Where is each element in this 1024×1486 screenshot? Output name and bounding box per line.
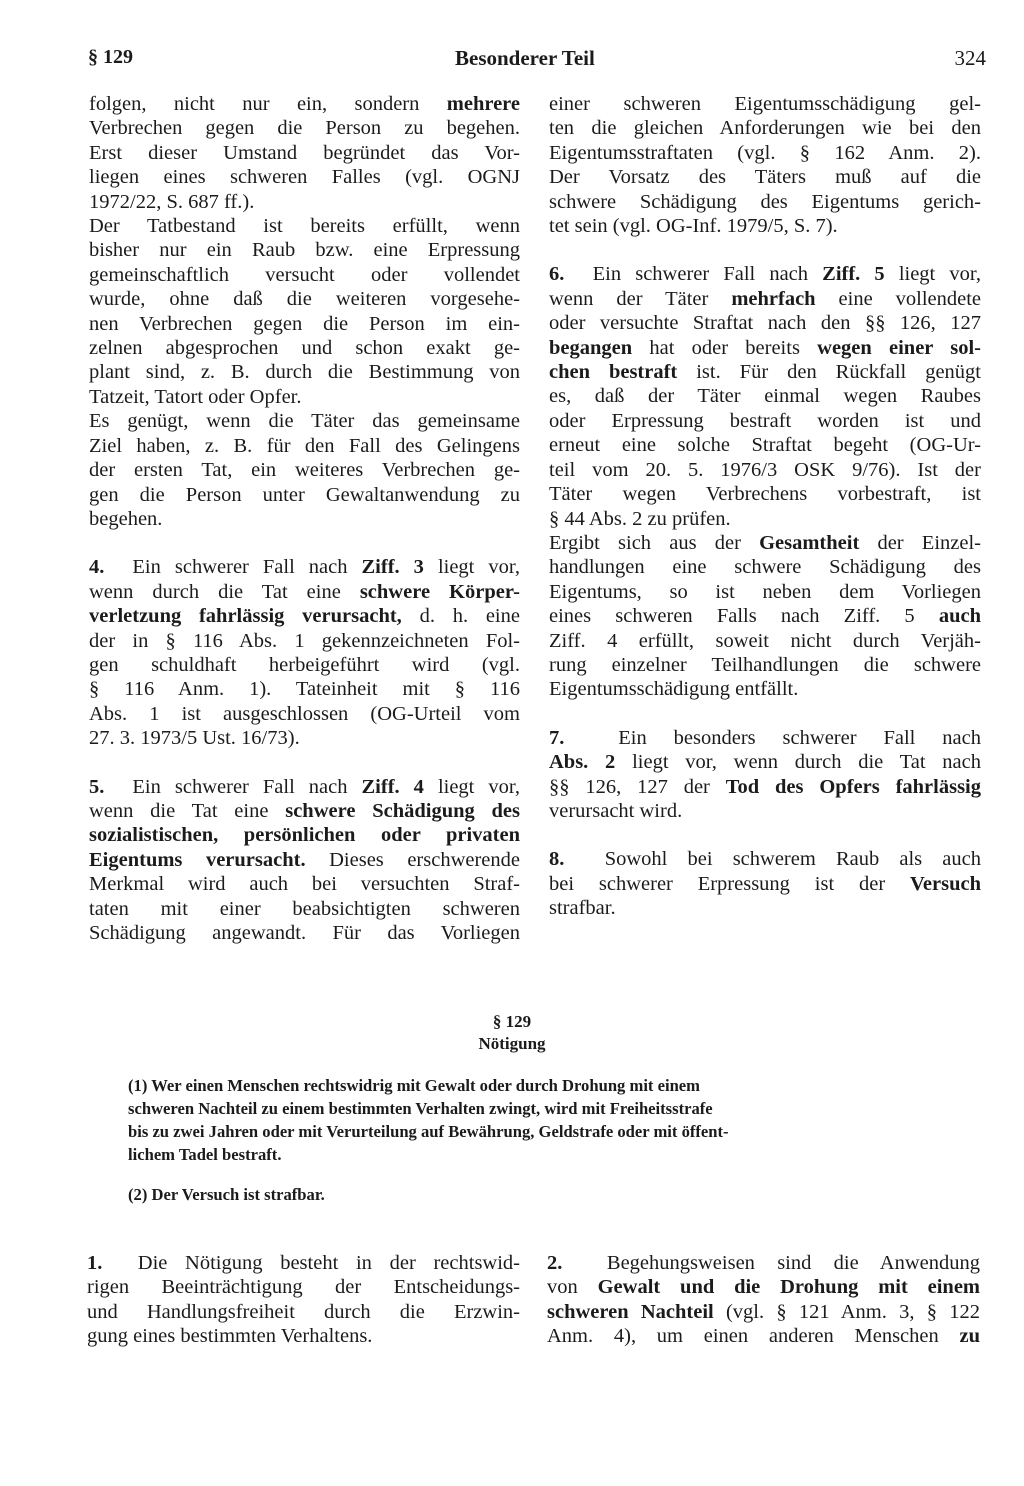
text-line: Erst dieser Umstand begründet das Vor- bbox=[89, 141, 520, 164]
text-line: der ersten Tat, ein weiteres Verbrechen ge- bbox=[89, 459, 520, 482]
statute-line: (2) Der Versuch ist strafbar. bbox=[128, 1185, 325, 1204]
text-line: begangen hat oder bereits wegen einer sol- bbox=[549, 336, 981, 359]
statute-line: (1) Wer einen Menschen rechtswidrig mit Gewalt oder durch Drohung mit einem bbox=[128, 1076, 700, 1095]
text-line: bisher nur ein Raub bzw. eine Erpressung bbox=[89, 239, 520, 262]
text-line: einer schweren Eigentumsschädigung gel- bbox=[549, 93, 981, 115]
text-line: wenn durch die Tat eine schwere Körper- bbox=[89, 580, 521, 603]
text-line: Es genügt, wenn die Täter das gemeinsame bbox=[89, 410, 520, 433]
text-line: gemeinschaftlich versucht oder vollendet bbox=[89, 263, 520, 286]
text-line: wenn der Täter mehrfach eine vollendete bbox=[549, 287, 982, 310]
note-2-line: 2. Begehungsweisen sind die Anwendung bbox=[547, 1252, 981, 1274]
text-line: gung eines bestimmten Verhaltens. bbox=[87, 1325, 373, 1348]
text-line: rigen Beeinträchtigung der Entscheidungs- bbox=[87, 1276, 520, 1299]
text-line: Ziff. 4 erfüllt, soweit nicht durch Verjäh- bbox=[549, 629, 981, 652]
text-line: der in § 116 Abs. 1 gekennzeichneten Fol- bbox=[89, 629, 520, 652]
text-line: Der Vorsatz des Täters muß auf die bbox=[549, 166, 981, 189]
text-line: ten die gleichen Anforderungen wie bei den bbox=[549, 117, 981, 140]
text-line: sozialistischen, persönlichen oder privaten bbox=[89, 824, 520, 847]
note-6-line: 6. Ein schwerer Fall nach Ziff. 5 liegt vor, bbox=[549, 263, 982, 286]
right-column bbox=[549, 92, 981, 921]
header-part-title: Besonderer Teil bbox=[455, 46, 595, 70]
text-line: bei schwerer Erpressung ist der Versuch bbox=[549, 872, 981, 895]
text-line: oder versuchte Straftat nach den §§ 126, 127 bbox=[549, 312, 981, 335]
statute-paragraph-2 bbox=[128, 1183, 928, 1206]
text-line: taten mit einer beabsichtigten schweren bbox=[89, 897, 520, 920]
page-header bbox=[88, 44, 986, 74]
statute-line: lichem Tadel bestraft. bbox=[128, 1145, 282, 1164]
text-line: Der Tatbestand ist bereits erfüllt, wenn bbox=[89, 215, 520, 238]
text-line: Eigentumsstraftaten (vgl. § 162 Anm. 2). bbox=[549, 141, 981, 164]
text-line: Abs. 1 ist ausgeschlossen (OG-Urteil vom bbox=[89, 702, 520, 725]
text-line: 27. 3. 1973/5 Ust. 16/73). bbox=[89, 727, 300, 750]
text-line: Eigentums verursacht. Dieses erschwerende bbox=[89, 848, 520, 871]
text-line: wenn die Tat eine schwere Schädigung des bbox=[89, 799, 521, 822]
text-line: Eigentums, so ist neben dem Vorliegen bbox=[549, 580, 981, 603]
section-number: § 129 bbox=[492, 1012, 532, 1031]
text-line: handlungen eine schwere Schädigung des bbox=[549, 556, 981, 579]
section-title: Nötigung bbox=[478, 1034, 546, 1053]
text-line: § 44 Abs. 2 zu prüfen. bbox=[549, 507, 731, 530]
text-line: gen die Person unter Gewaltanwendung zu bbox=[89, 483, 520, 506]
statute-line: schweren Nachteil zu einem bestimmten Verhalten zwingt, wird mit Freiheitsstrafe bbox=[128, 1099, 713, 1118]
note-1-line: 1. Die Nötigung besteht in der rechtswid- bbox=[87, 1252, 520, 1274]
text-line: Anm. 4), um einen anderen Menschen zu bbox=[547, 1325, 981, 1348]
text-line: zelnen abgesprochen und schon exakt ge- bbox=[89, 337, 520, 360]
text-line: es, daß der Täter einmal wegen Raubes bbox=[549, 385, 981, 408]
text-line: oder Erpressung bestraft worden ist und bbox=[549, 409, 981, 432]
commentary-right bbox=[547, 1251, 980, 1349]
text-line: teil vom 20. 5. 1976/3 OSK 9/76). Ist der bbox=[549, 458, 981, 481]
text-line: Tatzeit, Tatort oder Opfer. bbox=[89, 385, 302, 408]
text-line: wurde, ohne daß die weiteren vorgesehe- bbox=[89, 288, 520, 311]
text-line: liegen eines schweren Falles (vgl. OGNJ bbox=[89, 166, 520, 189]
text-line: schwere Schädigung des Eigentums gerich- bbox=[549, 190, 981, 213]
commentary-left bbox=[87, 1251, 520, 1349]
text-line: verursacht wird. bbox=[549, 799, 683, 822]
text-line: Merkmal wird auch bei versuchten Straf- bbox=[89, 873, 520, 896]
note-4-line: 4. Ein schwerer Fall nach Ziff. 3 liegt vor, bbox=[89, 556, 521, 579]
text-line: Täter wegen Verbrechens vorbestraft, ist bbox=[549, 483, 981, 506]
text-line: Ergibt sich aus der Gesamtheit der Einzel- bbox=[549, 531, 981, 554]
text-line: und Handlungsfreiheit durch die Erzwin- bbox=[87, 1300, 520, 1323]
text-line: Ziel haben, z. B. für den Fall des Gelingens bbox=[89, 434, 520, 457]
page-number: 324 bbox=[954, 46, 986, 70]
note-8-line: 8. Sowohl bei schwerem Raub als auch bbox=[549, 848, 981, 871]
text-line: gen schuldhaft herbeigeführt wird (vgl. bbox=[89, 653, 520, 676]
statute-paragraph-1 bbox=[128, 1074, 928, 1166]
text-line: plant sind, z. B. durch die Bestimmung von bbox=[89, 361, 520, 384]
text-line: von Gewalt und die Drohung mit einem bbox=[547, 1276, 980, 1299]
text-line: 1972/22, S. 687 ff.). bbox=[89, 190, 255, 213]
text-line: Schädigung angewandt. Für das Vorliegen bbox=[89, 922, 520, 944]
header-section-ref: § 129 bbox=[88, 46, 133, 68]
text-line: § 116 Anm. 1). Tateinheit mit § 116 bbox=[89, 678, 520, 701]
text-line: Verbrechen gegen die Person zu begehen. bbox=[89, 117, 520, 140]
text-line: §§ 126, 127 der Tod des Opfers fahrlässig bbox=[549, 775, 981, 798]
text-line: folgen, nicht nur ein, sondern mehrere bbox=[89, 93, 520, 115]
text-line: strafbar. bbox=[549, 897, 616, 920]
text-line: nen Verbrechen gegen die Person im ein- bbox=[89, 312, 520, 335]
note-5-line: 5. Ein schwerer Fall nach Ziff. 4 liegt vor, bbox=[89, 775, 521, 798]
text-line: Abs. 2 liegt vor, wenn durch die Tat nach bbox=[549, 751, 982, 774]
text-line: chen bestraft ist. Für den Rückfall genügt bbox=[549, 361, 981, 384]
text-line: erneut eine solche Straftat begeht (OG-Ur- bbox=[549, 434, 981, 457]
left-column bbox=[89, 92, 520, 945]
text-line: Eigentumsschädigung entfällt. bbox=[549, 678, 799, 701]
note-7-line: 7. Ein besonders schwerer Fall nach bbox=[549, 726, 981, 749]
text-line: tet sein (vgl. OG-Inf. 1979/5, S. 7). bbox=[549, 215, 838, 238]
text-line: verletzung fahrlässig verursacht, d. h. eine bbox=[89, 605, 520, 628]
text-line: eines schweren Falls nach Ziff. 5 auch bbox=[549, 605, 981, 628]
text-line: rung einzelner Teilhandlungen die schwere bbox=[549, 653, 981, 676]
statute-line: bis zu zwei Jahren oder mit Verurteilung auf Bewährung, Geldstrafe oder mit öffent- bbox=[128, 1122, 729, 1141]
text-line: begehen. bbox=[89, 507, 163, 530]
text-line: schweren Nachteil (vgl. § 121 Anm. 3, § 122 bbox=[547, 1300, 980, 1323]
